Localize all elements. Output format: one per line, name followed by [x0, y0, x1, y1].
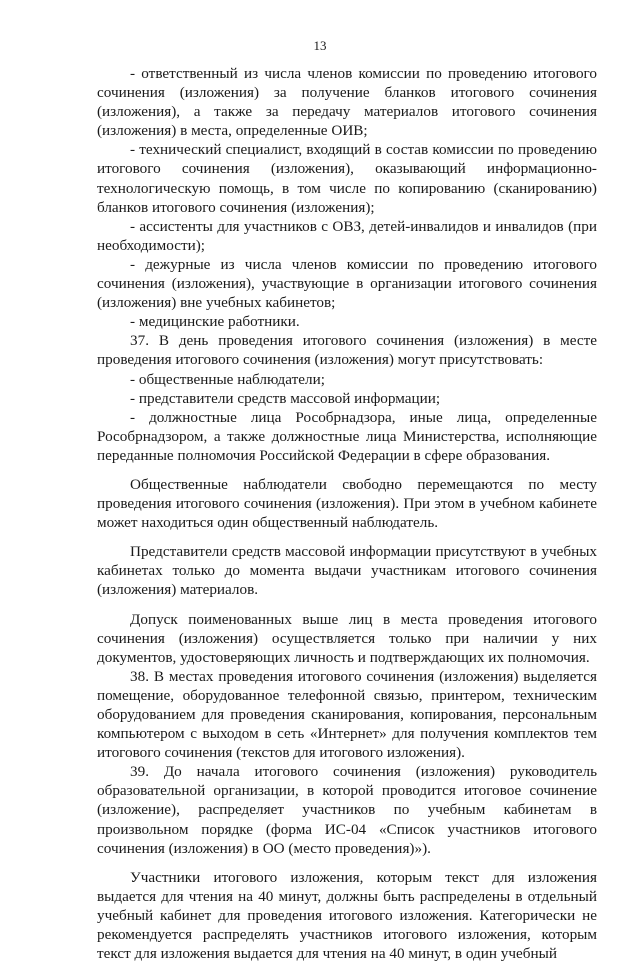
paragraph: 38. В местах проведения итогового сочинения (изложения) выделяется помещение, оборудованное телефонной связью, принтером, техническим оборудованием для проведения сканирования, копирования, персональным компьютером с выходом в сеть «Интернет» для получения комплектов тем итогового сочинения (текстов для итогового изложения).	[97, 667, 597, 762]
paragraph: 37. В день проведения итогового сочинения (изложения) в месте проведения итогового сочинения (изложения) могут присутствовать:	[97, 332, 597, 369]
paragraph: Представители средств массовой информации присутствуют в учебных кабинетах только до момента выдачи участникам итогового сочинения (изложения) материалов.	[97, 543, 597, 599]
paragraph: 39. До начала итогового сочинения (изложения) руководитель образовательной организации, в которой проводится итоговое сочинение (изложение), распределяет участников по учебным кабинетам в произвольном порядке (форма ИС-04 «Список участников итогового сочинения (изложения) в ОО (место проведения)»).	[97, 763, 597, 857]
paragraph: - технический специалист, входящий в состав комиссии по проведению итогового сочинения (изложения), оказывающий информационно-технологическую помощь, в том числе по копированию (сканированию) бланков итогового сочинения (изложения);	[97, 141, 597, 216]
paragraph: - медицинские работники.	[130, 313, 300, 331]
paragraph: - представители средств массовой информации;	[130, 389, 441, 407]
paragraph: Общественные наблюдатели свободно перемещаются по месту проведения итогового сочинения (изложения). При этом в учебном кабинете может находиться один общественный наблюдатель.	[97, 475, 597, 532]
paragraph: - должностные лица Рособрнадзора, иные лица, определенные Рособрнадзором, а также должностные лица Министерства, исполняющие переданные полномочия Российской Федерации в сфере образования.	[97, 408, 597, 464]
paragraph: - ответственный из числа членов комиссии по проведению итогового сочинения (изложения) за получение бланков итогового сочинения (изложения), а также за передачу материалов итогового сочинения (изложения) в места, определенные ОИВ;	[97, 65, 597, 140]
paragraph: Участники итогового изложения, которым текст для изложения выдается для чтения на 40 минут, должны быть распределены в отдельный учебный кабинет для проведения итогового изложения. Категорически не рекомендуется распределять участников итогового изложения, которым текст для изложения выдается для чтения на 40 минут, в один учебный	[97, 868, 597, 963]
page-number: 13	[313, 38, 327, 53]
paragraph: - общественные наблюдатели;	[130, 370, 325, 388]
document-body	[97, 64, 597, 963]
paragraph: - дежурные из числа членов комиссии по проведению итогового сочинения (изложения), участвующие в организации итогового сочинения (изложения) вне учебных кабинетов;	[97, 255, 597, 312]
paragraph: - ассистенты для участников с ОВЗ, детей-инвалидов и инвалидов (при необходимости);	[97, 217, 597, 254]
paragraph: Допуск поименованных выше лиц в места проведения итогового сочинения (изложения) осуществляется только при наличии у них документов, удостоверяющих личность и подтверждающих их полномочия.	[97, 610, 597, 666]
